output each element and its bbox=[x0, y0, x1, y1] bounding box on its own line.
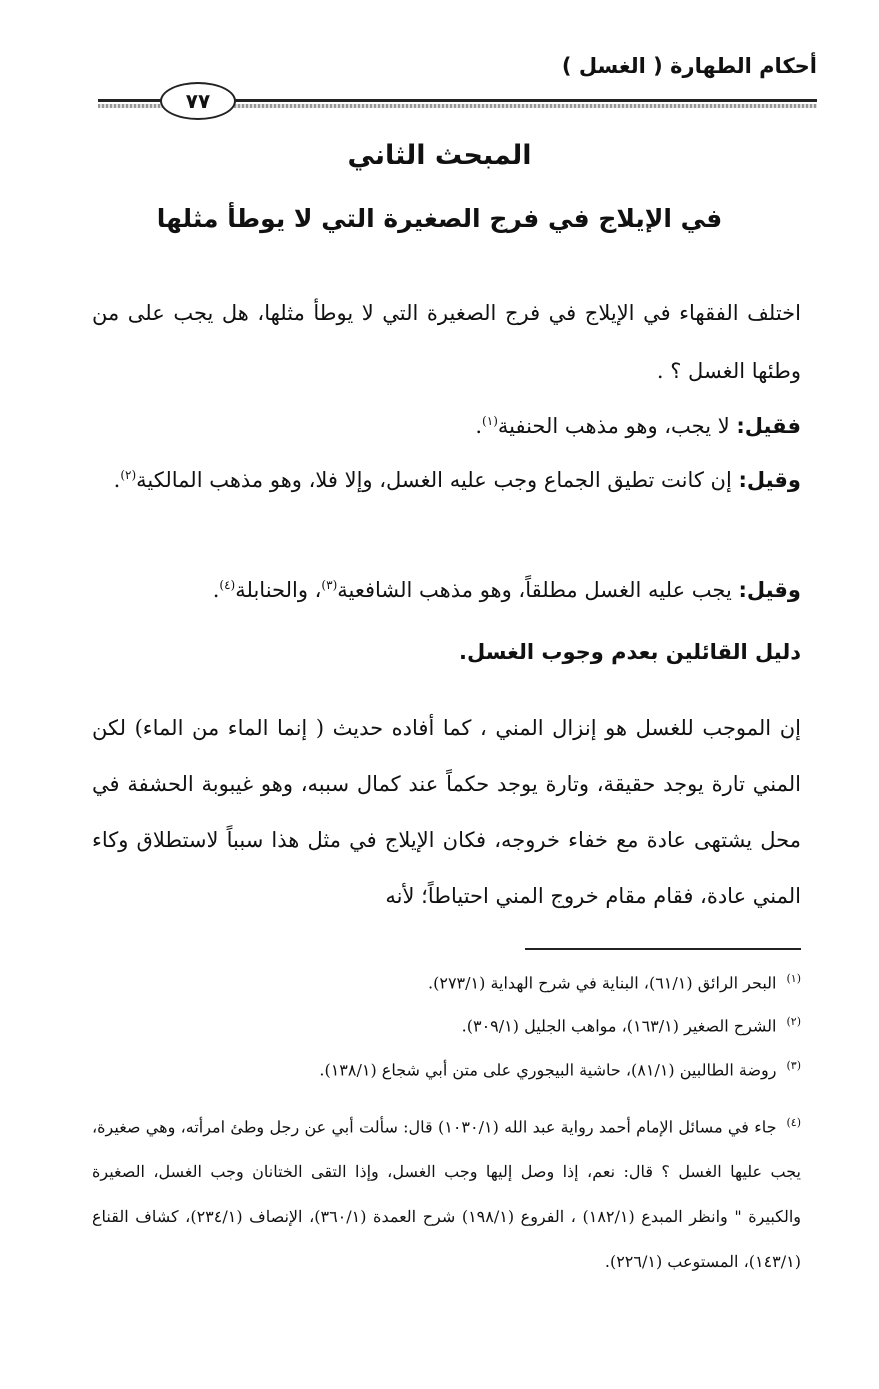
footnote-3 bbox=[92, 1059, 801, 1079]
footnote-number: (٢) bbox=[786, 1015, 801, 1028]
footnote-text: البحر الرائق (٦١/١)، البناية في شرح الهداية (٢٧٣/١). bbox=[428, 973, 777, 993]
opinion-end: . bbox=[212, 578, 220, 602]
paragraph-opinion-2 bbox=[92, 446, 801, 509]
footnote-ref: (٤) bbox=[219, 578, 236, 592]
paragraph-opinion-3 bbox=[92, 556, 801, 619]
footnote-number: (١) bbox=[786, 972, 801, 985]
footnote-4 bbox=[92, 1100, 801, 1284]
opinion-lead: وقيل: bbox=[738, 468, 801, 492]
footnote-ref: (٣) bbox=[321, 578, 338, 592]
paragraph-evidence: إن الموجب للغسل هو إنزال المني ، كما أفاده حديث ( إنما الماء من الماء) لكن المني تارة يوجد حقيقة، وتارة يوجد حكماً عند كمال سببه، وهو غيبوبة الحشفة في محل يشتهى عادة مع خفاء خروجه، فكان الإيلاج في مثل هذا سبباً لاستطلاق وكاء المني عادة، فقام مقام خروج المني احتياطاً؛ لأنه bbox=[92, 716, 801, 908]
section-title: في الإيلاج في فرج الصغيرة التي لا يوطأ مثلها bbox=[156, 204, 723, 233]
footnote-text: روضة الطالبين (٨١/١)، حاشية البيجوري على متن أبي شجاع (١٣٨/١). bbox=[319, 1060, 777, 1080]
opinion-end: . bbox=[475, 414, 483, 438]
page-number: ٧٧ bbox=[160, 82, 236, 120]
section-heading: المبحث الثاني bbox=[347, 140, 532, 171]
footnote-number: (٣) bbox=[786, 1059, 801, 1072]
opinion-end: . bbox=[113, 468, 121, 492]
footnote-separator bbox=[525, 948, 801, 950]
evidence-heading: دليل القائلين بعدم وجوب الغسل. bbox=[459, 640, 801, 664]
paragraph-intro: اختلف الفقهاء في الإيلاج في فرج الصغيرة التي لا يوطأ مثلها، هل يجب على من وطئها الغسل ؟ . bbox=[92, 301, 801, 383]
footnote-text: جاء في مسائل الإمام أحمد رواية عبد الله (١٠٣٠/١) قال: سألت أبي عن رجل وطئ امرأته، وهي صغيرة، يجب عليها الغسل ؟ قال: نعم، إذا وصل إليها وجب الغسل، وإذا التقى الختانان وجب الغسل، الصغيرة والكبيرة " وانظر المبدع (١٨٢/١) ، الفروع (١٩٨/١) شرح العمدة (٣٦٠/١)، الإنصاف (٢٣٤/١)، كشاف القناع (١٤٣/١)، المستوعب (٢٢٦/١). bbox=[92, 1117, 802, 1272]
footnote-number: (٤) bbox=[786, 1116, 802, 1129]
opinion-lead: وقيل: bbox=[738, 578, 801, 602]
opinion-text: ، والحنابلة bbox=[235, 578, 322, 602]
footnote-1 bbox=[92, 972, 801, 992]
opinion-text: يجب عليه الغسل مطلقاً، وهو مذهب الشافعية bbox=[337, 578, 739, 602]
footnote-2 bbox=[92, 1015, 801, 1035]
opinion-text: لا يجب، وهو مذهب الحنفية bbox=[497, 414, 737, 438]
running-header-title: أحكام الطهارة ( الغسل ) bbox=[561, 54, 817, 78]
footnote-ref: (٢) bbox=[120, 468, 137, 482]
opinion-lead: فقيل: bbox=[736, 414, 801, 438]
opinion-text: إن كانت تطيق الجماع وجب عليه الغسل، وإلا فلا، وهو مذهب المالكية bbox=[136, 468, 739, 492]
footnote-text: الشرح الصغير (١٦٣/١)، مواهب الجليل (٣٠٩/١). bbox=[461, 1016, 777, 1036]
footnote-ref: (١) bbox=[482, 414, 498, 428]
